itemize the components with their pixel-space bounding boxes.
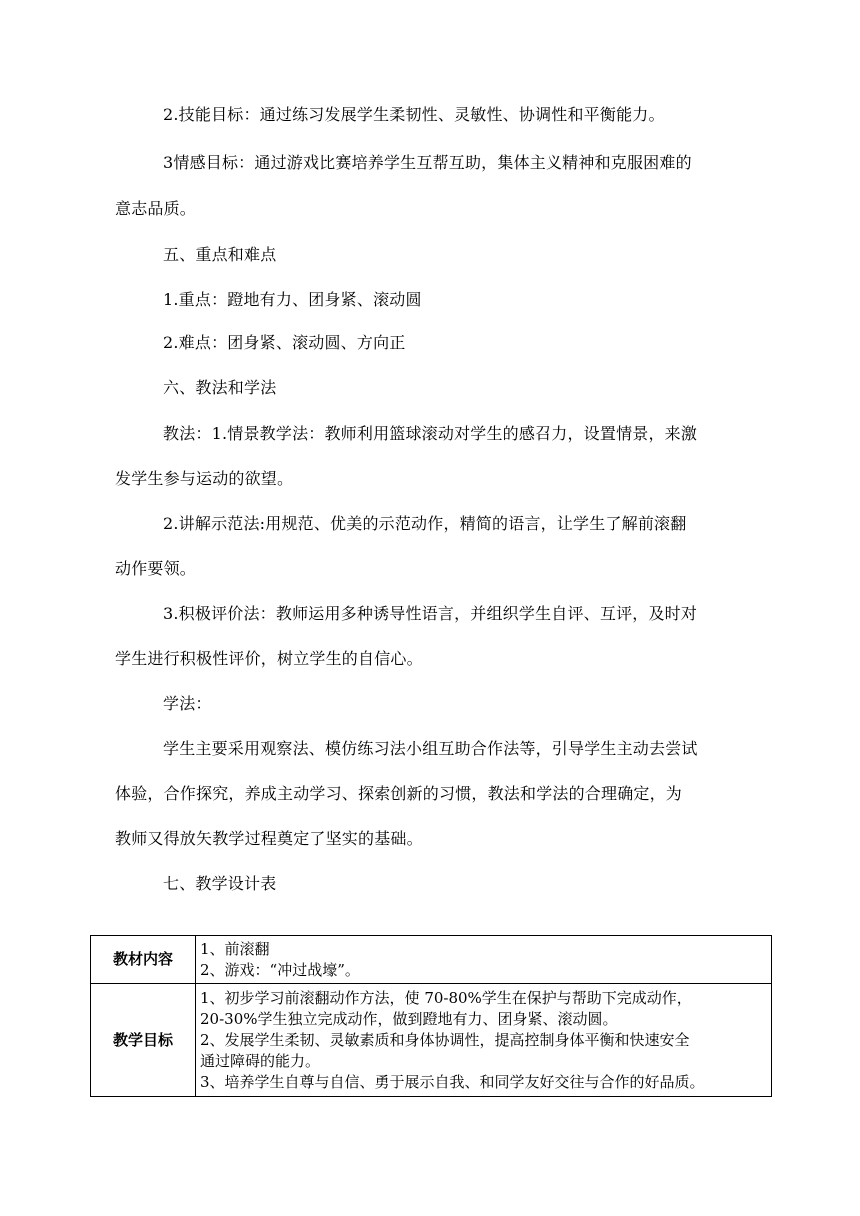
paragraph-teaching-method-1: 教法：1.情景教学法：教师利用篮球滚动对学生的感召力，设置情景，来激 [163, 424, 698, 443]
table-row [91, 936, 772, 984]
paragraph-teaching-method-2-cont: 动作要领。 [115, 559, 197, 578]
table-content-cell [196, 936, 772, 984]
paragraph-emotion-goal: 3情感目标：通过游戏比赛培养学生互帮互助，集体主义精神和克服困难的 [163, 153, 692, 172]
table-header-cell: 教材内容 [91, 936, 196, 984]
paragraph-key-point: 1.重点：蹬地有力、团身紧、滚动圆 [163, 290, 422, 309]
table-content-cell [196, 984, 772, 1097]
paragraph-learning-method-cont2: 教师又得放矢教学过程奠定了坚实的基础。 [115, 829, 423, 848]
teaching-design-table [90, 935, 772, 1097]
cell-line: 1、初步学习前滚翻动作方法，使 70-80%学生在保护与帮助下完成动作， [200, 988, 692, 1007]
paragraph-learning-method-label: 学法： [163, 694, 212, 713]
table-row [91, 984, 772, 1097]
paragraph-difficulty: 2.难点：团身紧、滚动圆、方向正 [163, 333, 406, 352]
paragraph-teaching-method-1-cont: 发学生参与运动的欲望。 [115, 469, 294, 488]
table-header-cell: 教学目标 [91, 984, 196, 1097]
section-heading-design-table: 七、教学设计表 [163, 874, 277, 893]
cell-line: 20-30%学生独立完成动作，做到蹬地有力、团身紧、滚动圆。 [200, 1009, 618, 1028]
paragraph-teaching-method-2: 2.讲解示范法:用规范、优美的示范动作，精简的语言，让学生了解前滚翻 [163, 514, 687, 533]
paragraph-skill-goal: 2.技能目标：通过练习发展学生柔韧性、灵敏性、协调性和平衡能力。 [163, 105, 665, 124]
section-heading-methods: 六、教法和学法 [163, 378, 277, 397]
paragraph-teaching-method-3-cont: 学生进行积极性评价，树立学生的自信心。 [115, 649, 423, 668]
cell-line: 通过障碍的能力。 [200, 1051, 321, 1070]
section-heading-key-points: 五、重点和难点 [163, 245, 277, 264]
cell-line: 2、游戏：“冲过战壕”。 [200, 960, 360, 979]
paragraph-learning-method: 学生主要采用观察法、模仿练习法小组互助合作法等，引导学生主动去尝试 [163, 739, 698, 758]
paragraph-learning-method-cont1: 体验，合作探究，养成主动学习、探索创新的习惯，教法和学法的合理确定，为 [115, 784, 683, 803]
paragraph-teaching-method-3: 3.积极评价法：教师运用多种诱导性语言，并组织学生自评、互评，及时对 [163, 604, 698, 623]
cell-line: 1、前滚翻 [200, 939, 270, 958]
paragraph-emotion-goal-cont: 意志品质。 [115, 199, 197, 218]
cell-line: 2、发展学生柔韧、灵敏素质和身体协调性，提高控制身体平衡和快速安全 [200, 1030, 690, 1049]
cell-line: 3、培养学生自尊与自信、勇于展示自我、和同学友好交往与合作的好品质。 [200, 1072, 705, 1091]
